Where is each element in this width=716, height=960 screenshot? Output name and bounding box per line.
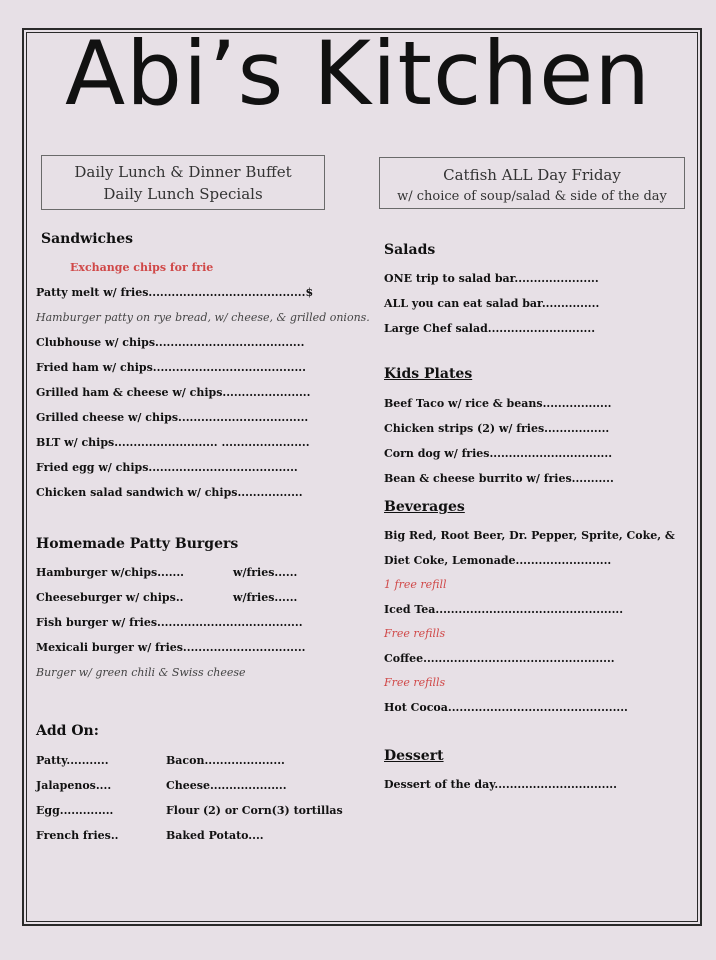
menu-item: Mexicali burger w/ fries................................ xyxy=(36,641,306,654)
addon-item: Baked Potato.... xyxy=(166,829,264,842)
menu-item: ALL you can eat salad bar............... xyxy=(384,297,600,310)
beverage-line-1: Big Red, Root Beer, Dr. Pepper, Sprite, Coke, & xyxy=(384,529,675,542)
salads-heading: Salads xyxy=(384,242,436,258)
addon-item: Bacon..................... xyxy=(166,754,285,767)
patty-melt-description: Hamburger patty on rye bread, w/ cheese, & grilled onions. xyxy=(36,311,370,324)
buffet-line-2: Daily Lunch Specials xyxy=(103,185,263,203)
catfish-line-1: Catfish ALL Day Friday xyxy=(443,166,621,184)
menu-item: Clubhouse w/ chips....................................... xyxy=(36,336,305,349)
catfish-box xyxy=(379,157,685,209)
buffet-line-1: Daily Lunch & Dinner Buffet xyxy=(74,163,292,181)
addon-heading: Add On: xyxy=(36,723,99,739)
addon-item: Patty........... xyxy=(36,754,109,767)
addon-item: Egg.............. xyxy=(36,804,114,817)
fries-option: w/fries...... xyxy=(233,591,298,604)
menu-item: ONE trip to salad bar...................... xyxy=(384,272,599,285)
addon-item: Flour (2) or Corn(3) tortillas xyxy=(166,804,343,817)
menu-item: Hot Cocoa............................................... xyxy=(384,701,628,714)
fries-option: w/fries...... xyxy=(233,566,298,579)
addon-item: Cheese.................... xyxy=(166,779,287,792)
menu-item: Chicken strips (2) w/ fries................. xyxy=(384,422,610,435)
refill-note: Free refills xyxy=(384,627,446,640)
menu-item: Cheeseburger w/ chips.. xyxy=(36,591,184,604)
kids-heading: Kids Plates xyxy=(384,366,473,382)
menu-item: Chicken salad sandwich w/ chips................. xyxy=(36,486,303,499)
menu-item: Patty melt w/ fries.........................................$ xyxy=(36,286,314,299)
menu-item: Fried ham w/ chips........................................ xyxy=(36,361,306,374)
dessert-heading: Dessert xyxy=(384,748,444,764)
burgers-heading: Homemade Patty Burgers xyxy=(36,536,239,552)
menu-item: Dessert of the day................................ xyxy=(384,778,617,791)
menu-item: Corn dog w/ fries................................ xyxy=(384,447,613,460)
sandwiches-heading: Sandwiches xyxy=(41,231,134,247)
menu-item: Iced Tea................................................. xyxy=(384,603,624,616)
addon-item: French fries.. xyxy=(36,829,119,842)
menu-item: BLT w/ chips........................... ....................... xyxy=(36,436,310,449)
menu-item: Bean & cheese burrito w/ fries........... xyxy=(384,472,614,485)
menu-item: Large Chef salad............................ xyxy=(384,322,596,335)
addon-item: Jalapenos.... xyxy=(36,779,112,792)
catfish-line-2: w/ choice of soup/salad & side of the day xyxy=(397,189,667,204)
beverages-heading: Beverages xyxy=(384,499,465,515)
refill-note: Free refills xyxy=(384,676,446,689)
sandwiches-note: Exchange chips for frie xyxy=(70,261,214,274)
menu-item: Fried egg w/ chips....................................... xyxy=(36,461,298,474)
page-title: Abi’s Kitchen xyxy=(64,22,652,125)
menu-item: Grilled cheese w/ chips.................................. xyxy=(36,411,309,424)
buffet-box xyxy=(41,155,325,210)
beverage-line-2: Diet Coke, Lemonade......................... xyxy=(384,554,612,567)
mexicali-description: Burger w/ green chili & Swiss cheese xyxy=(36,666,246,679)
refill-note: 1 free refill xyxy=(384,578,447,591)
menu-item: Grilled ham & cheese w/ chips....................... xyxy=(36,386,311,399)
menu-item: Fish burger w/ fries...................................... xyxy=(36,616,303,629)
menu-item: Hamburger w/chips....... xyxy=(36,566,185,579)
menu-item: Coffee.................................................. xyxy=(384,652,615,665)
menu-item: Beef Taco w/ rice & beans.................. xyxy=(384,397,612,410)
